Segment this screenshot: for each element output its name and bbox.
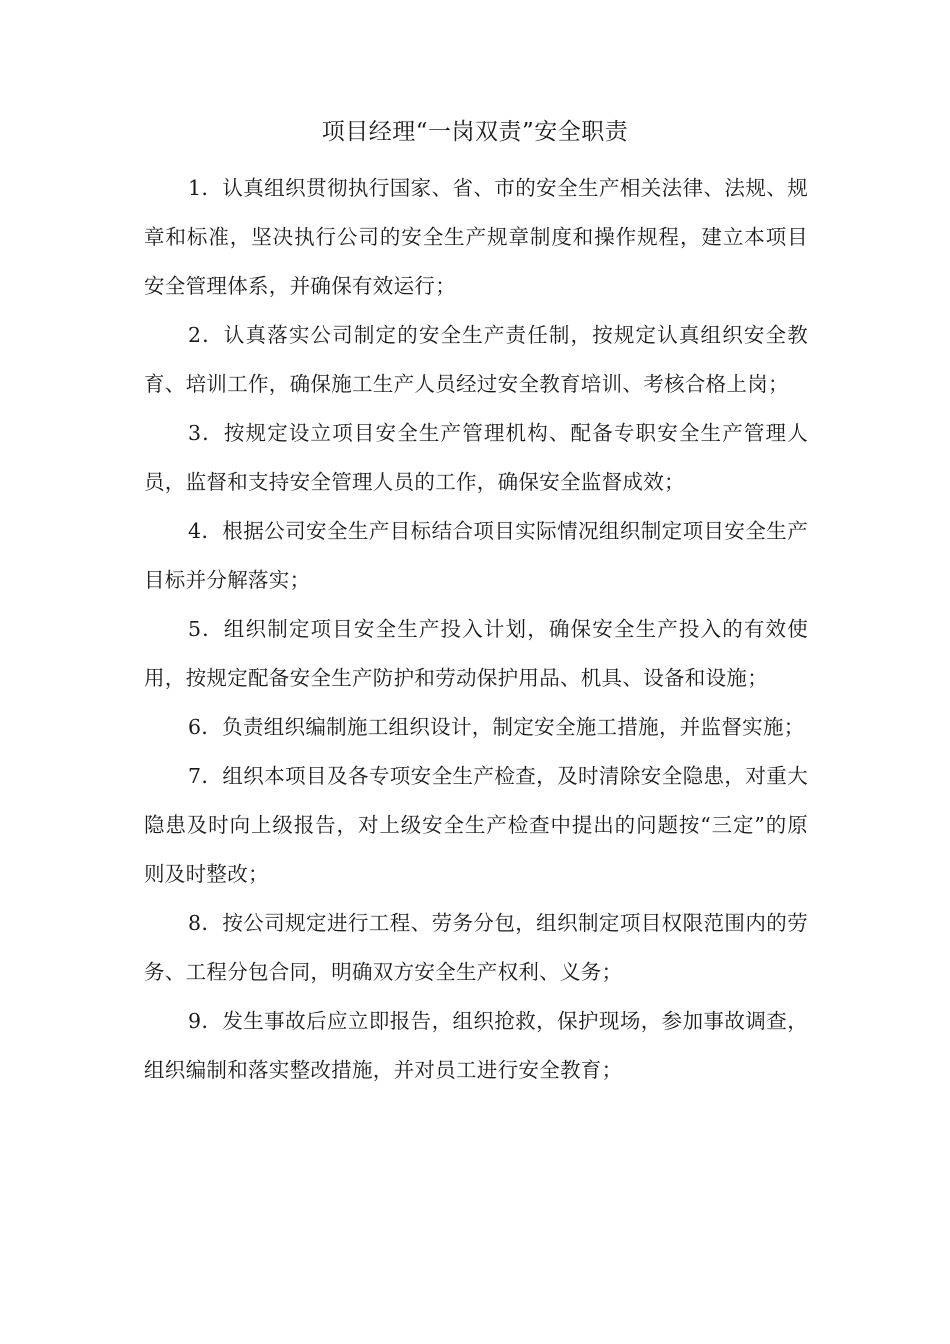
paragraph-4: 4．根据公司安全生产目标结合项目实际情况组织制定项目安全生产目标并分解落实； [144, 519, 808, 592]
paragraph-1: 1．认真组织贯彻执行国家、省、市的安全生产相关法律、法规、规章和标准，坚决执行公司的安全生产规章制度和操作规程，建立本项目安全管理体系，并确保有效运行； [144, 176, 808, 298]
paragraph-7: 7．组织本项目及各专项安全生产检查，及时清除安全隐患，对重大隐患及时向上级报告，对上级安全生产检查中提出的问题按“三定”的原则及时整改； [144, 764, 808, 886]
paragraph-8: 8．按公司规定进行工程、劳务分包，组织制定项目权限范围内的劳务、工程分包合同，明确双方安全生产权利、义务； [144, 911, 808, 984]
page-title: 项目经理“一岗双责”安全职责 [321, 119, 629, 145]
document-body [144, 164, 808, 1095]
paragraph-9: 9．发生事故后应立即报告，组织抢救，保护现场，参加事故调查，组织编制和落实整改措施，并对员工进行安全教育； [144, 1009, 808, 1082]
paragraph-6: 6．负责组织编制施工组织设计，制定安全施工措施，并监督实施； [188, 715, 805, 739]
paragraph-5: 5．组织制定项目安全生产投入计划，确保安全生产投入的有效使用，按规定配备安全生产防护和劳动保护用品、机具、设备和设施； [144, 617, 808, 690]
paragraph-3: 3．按规定设立项目安全生产管理机构、配备专职安全生产管理人员，监督和支持安全管理人员的工作，确保安全监督成效； [144, 421, 808, 494]
paragraph-2: 2．认真落实公司制定的安全生产责任制，按规定认真组织安全教育、培训工作，确保施工生产人员经过安全教育培训、考核合格上岗； [144, 323, 808, 396]
